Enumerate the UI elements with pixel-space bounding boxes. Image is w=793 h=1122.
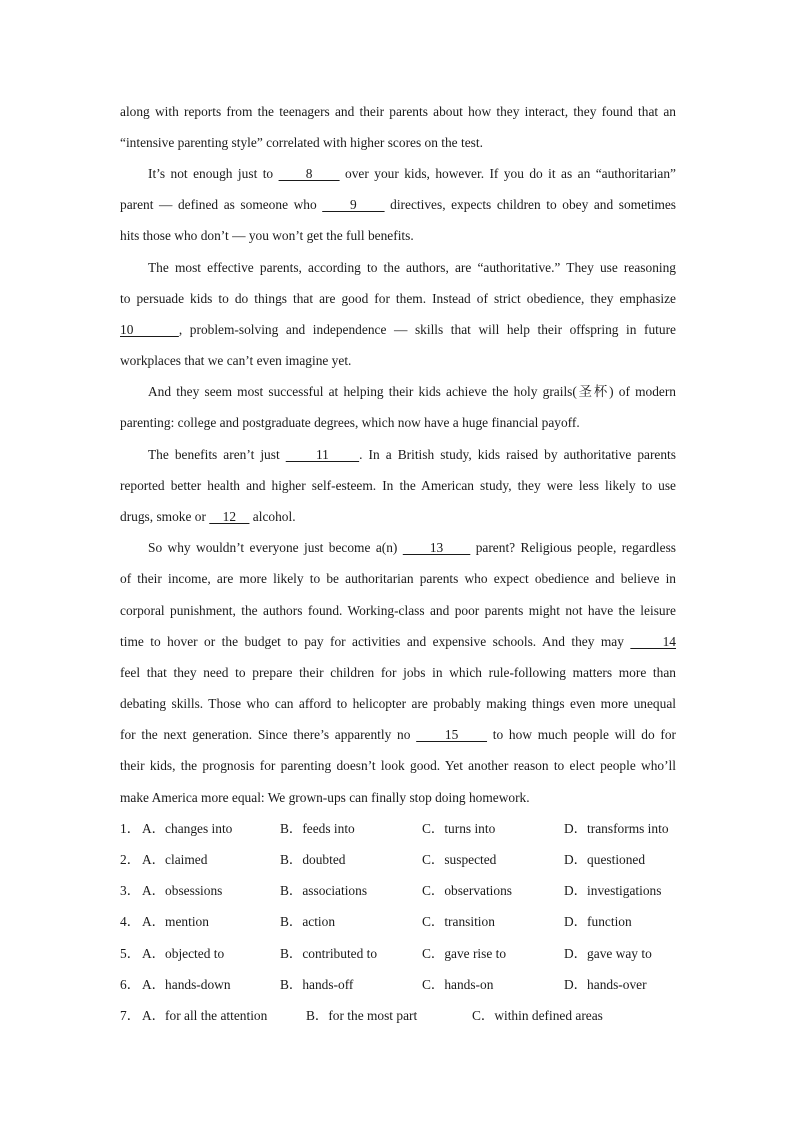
option-d[interactable]: D．gave way to <box>564 946 652 961</box>
passage-line: 10 , problem-solving and independence — skills that will help their offspring in future <box>120 322 676 337</box>
passage-line: drugs, smoke or 12 alcohol. <box>120 509 296 524</box>
option-b[interactable]: B．for the most part <box>306 1008 418 1023</box>
option-a[interactable]: A．mention <box>142 914 209 929</box>
option-c[interactable]: C．turns into <box>422 821 496 836</box>
option-a[interactable]: A．claimed <box>142 852 208 867</box>
question-5 <box>120 946 680 962</box>
passage-line: It’s not enough just to 8 over your kids, however. If you do it as an “authoritarian” <box>148 166 676 181</box>
blank-15[interactable]: 15 <box>416 727 488 742</box>
option-d[interactable]: D．hands-over <box>564 977 647 992</box>
option-a[interactable]: A．objected to <box>142 946 225 961</box>
question-4 <box>120 914 680 930</box>
passage-line: along with reports from the teenagers and their parents about how they interact, they found that an <box>120 104 676 119</box>
option-b[interactable]: B．action <box>280 914 336 929</box>
passage-line: debating skills. Those who can afford to helicopter are probably making things even more unequal <box>120 696 676 711</box>
passage-line: time to hover or the budget to pay for activities and expensive schools. And they may 14 <box>120 634 676 649</box>
passage-line: feel that they need to prepare their children for jobs in which rule-following matters more than <box>120 665 676 680</box>
passage-line: parent — defined as someone who 9 directives, expects children to obey and sometimes <box>120 197 677 212</box>
option-b[interactable]: B．doubted <box>280 852 346 867</box>
question-number: 7． <box>120 1008 141 1023</box>
question-number: 3． <box>120 883 141 898</box>
passage-line: parenting: college and postgraduate degrees, which now have a huge financial payoff. <box>120 415 580 430</box>
option-a[interactable]: A．obsessions <box>142 883 223 898</box>
option-d[interactable]: D．function <box>564 914 632 929</box>
passage-line: for the next generation. Since there’s apparently no 15 to how much people will do for <box>120 727 676 742</box>
passage-line: The benefits aren’t just 11 . In a British study, kids raised by authoritative parents <box>148 447 676 462</box>
blank-9[interactable]: 9 <box>322 197 385 212</box>
blank-12[interactable]: 12 <box>209 509 250 524</box>
option-b[interactable]: B．associations <box>280 883 368 898</box>
passage-line: So why wouldn’t everyone just become a(n) 13 parent? Religious people, regardless <box>148 540 676 555</box>
passage-line: of their income, are more likely to be authoritarian parents who expect obedience and believe in <box>120 571 676 586</box>
blank-10[interactable]: 10 <box>120 322 179 337</box>
passage-line: “intensive parenting style” correlated with higher scores on the test. <box>120 135 483 150</box>
blank-11[interactable]: 11 <box>285 447 360 462</box>
question-1 <box>120 821 680 837</box>
option-c[interactable]: C．hands-on <box>422 977 494 992</box>
passage-line: corporal punishment, the authors found. Working-class and poor parents might not have the leisure <box>120 603 676 618</box>
option-d[interactable]: D．transforms into <box>564 821 669 836</box>
blank-13[interactable]: 13 <box>402 540 471 555</box>
question-7 <box>120 1008 680 1024</box>
option-b[interactable]: B．feeds into <box>280 821 355 836</box>
question-6 <box>120 977 680 993</box>
option-c[interactable]: C．observations <box>422 883 513 898</box>
option-c[interactable]: C．within defined areas <box>472 1008 603 1023</box>
blank-8[interactable]: 8 <box>278 166 340 181</box>
option-a[interactable]: A．changes into <box>142 821 233 836</box>
question-number: 2． <box>120 852 141 867</box>
question-2 <box>120 852 680 868</box>
question-3 <box>120 883 680 899</box>
option-d[interactable]: D．questioned <box>564 852 646 867</box>
passage-line: their kids, the prognosis for parenting doesn’t look good. Yet another reason to elect people who’ll <box>120 758 676 773</box>
option-c[interactable]: C．transition <box>422 914 495 929</box>
question-number: 6． <box>120 977 141 992</box>
option-b[interactable]: B．contributed to <box>280 946 378 961</box>
question-number: 4． <box>120 914 141 929</box>
option-a[interactable]: A．for all the attention <box>142 1008 268 1023</box>
passage-line: workplaces that we can’t even imagine yet. <box>120 353 352 368</box>
option-c[interactable]: C．gave rise to <box>422 946 507 961</box>
option-c[interactable]: C．suspected <box>422 852 497 867</box>
passage-line: to persuade kids to do things that are good for them. Instead of strict obedience, they emphasize <box>120 291 676 306</box>
passage-line: hits those who don’t — you won’t get the full benefits. <box>120 228 414 243</box>
passage-line: make America more equal: We grown-ups can finally stop doing homework. <box>120 790 530 805</box>
option-b[interactable]: B．hands-off <box>280 977 354 992</box>
passage-line: And they seem most successful at helping their kids achieve the holy grails(圣杯) of modern <box>148 384 676 399</box>
blank-14[interactable]: 14 <box>630 634 676 649</box>
passage-line: reported better health and higher self-esteem. In the American study, they were less likely to use <box>120 478 676 493</box>
question-number: 1． <box>120 821 141 836</box>
option-d[interactable]: D．investigations <box>564 883 662 898</box>
question-number: 5． <box>120 946 141 961</box>
passage-line: The most effective parents, according to the authors, are “authoritative.” They use reasoning <box>148 260 676 275</box>
option-a[interactable]: A．hands-down <box>142 977 231 992</box>
